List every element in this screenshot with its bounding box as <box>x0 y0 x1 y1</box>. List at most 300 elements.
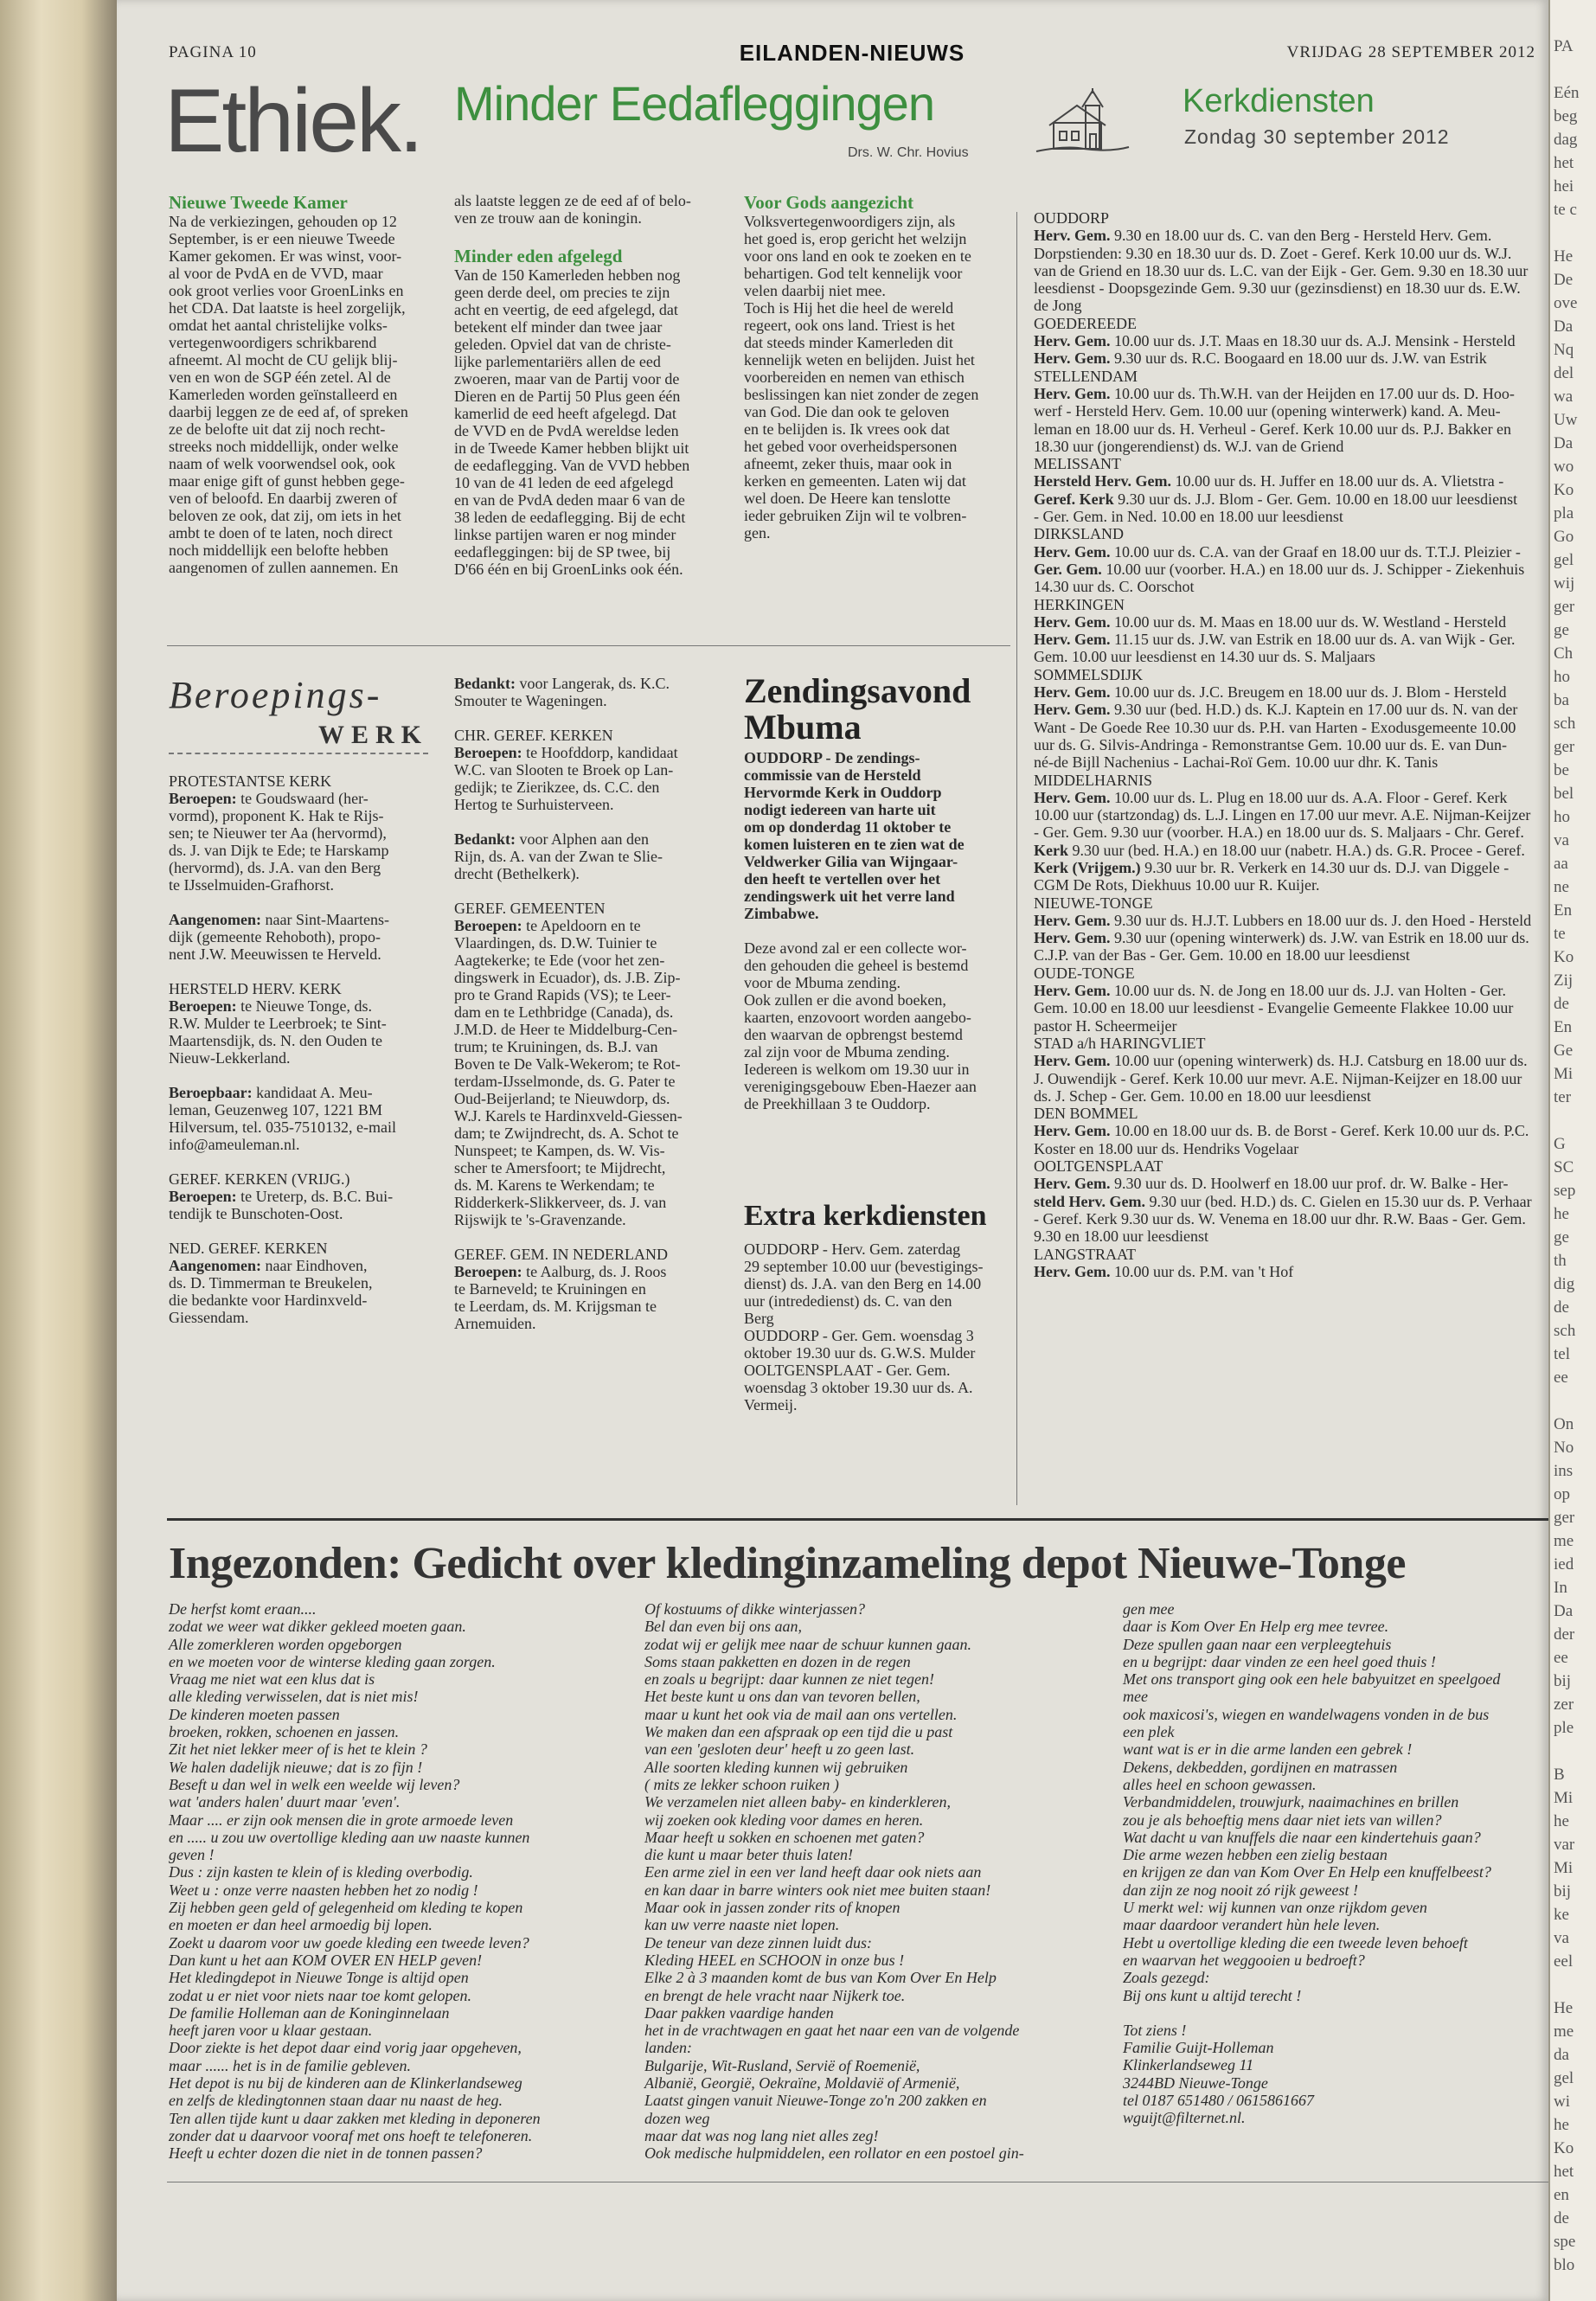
text-line: aangenomen of zullen aannemen. En <box>169 559 399 576</box>
next-page-fragment: De <box>1554 271 1574 289</box>
next-page-fragment: va <box>1554 831 1569 849</box>
next-page-fragment: het <box>1554 2163 1574 2181</box>
next-page-fragment: me <box>1554 2022 1574 2041</box>
text-line: Toch is Hij het die heel de wereld <box>744 299 954 317</box>
next-page-fragment: gel <box>1554 2069 1574 2087</box>
next-page-fragment: ke <box>1554 1906 1569 1924</box>
text-line: Aagtekerke; te Ede (voor het zen- <box>454 952 665 969</box>
label-beroepbaar: Beroepbaar: <box>169 1084 253 1101</box>
next-page-fragment: der <box>1554 1625 1575 1644</box>
label-beroepen: Beroepen: <box>454 917 522 934</box>
text-line: J. Ouwendijk - Geref. Kerk 10.00 uur mevr. A.E. Nijman-Keijzer en 18.00 uur <box>1034 1069 1522 1087</box>
next-page-fragment: ger <box>1554 1509 1575 1527</box>
text-line: ven en won de SGP één zetel. Al de <box>169 369 391 386</box>
text-line: uur (intrededienst) ds. C. van den <box>744 1292 952 1310</box>
text-line: vormd), proponent K. Hak te Rijs- <box>169 807 384 824</box>
text-line: als laatste leggen ze de eed af of belo- <box>454 192 691 209</box>
text-line <box>169 894 428 911</box>
text-line: Maartensdijk, ds. N. den Ouden te <box>169 1032 382 1049</box>
poem-line: Familie Guijt-Holleman <box>1123 2039 1274 2057</box>
text-line: Hertog te Surhuisterveen. <box>454 796 614 813</box>
poem-line <box>1123 2004 1548 2022</box>
text-line: né-de Bijll Nachenius - Lachai-Roï Gem. 10.00 uur dhr. K. Tanis <box>1034 753 1439 772</box>
text-line: Beroepen: te Hoofddorp, kandidaat <box>454 744 678 761</box>
text-line: kennelijk weten en belijden. Juist het <box>744 351 975 369</box>
text-line: van God. Die dan ook te geloven <box>744 403 950 420</box>
text-line: gen. <box>744 524 771 542</box>
text-line: 29 september 10.00 uur (bevestigings- <box>744 1258 984 1275</box>
kerkdiensten-list <box>1034 209 1548 1280</box>
text-line: daarbij leggen ze de eed af, of spreken <box>169 403 408 420</box>
poem-line: Een arme ziel in een ver land heeft daar ook niets aan <box>644 1863 982 1881</box>
church-name: Hersteld Herv. Gem. <box>1034 472 1171 490</box>
page-header <box>169 40 1535 69</box>
next-page-fragment: ge <box>1554 1228 1569 1247</box>
next-page-fragment: del <box>1554 364 1574 382</box>
extra-kerkdiensten-text <box>744 1240 1012 1413</box>
poem-line: U merkt wel: wij kunnen van onze rijkdom geven <box>1123 1899 1427 1917</box>
text-line: drecht (Bethelkerk). <box>454 865 580 882</box>
next-page-fragment: Ch <box>1554 644 1574 663</box>
subhead-minder-eden-afgelegd: Minder eden afgelegd <box>454 246 623 266</box>
poem-line: wat 'anders halen' duurt maar 'even'. <box>169 1793 401 1811</box>
poem-line: en kan daar in barre winters ook niet mee buiten staan! <box>644 1881 991 1899</box>
text-line: Herv. Gem. 10.00 uur ds. C.A. van der Graaf en 18.00 uur ds. T.T.J. Pleizier - <box>1034 542 1521 561</box>
text-line: Boven te De Valk-Wekerom; te Rot- <box>454 1055 681 1073</box>
text-line: ds. M. Karens te Werkendam; te <box>454 1176 655 1194</box>
text-line: die bedankte voor Hardinxveld- <box>169 1292 368 1309</box>
text-line: Zimbabwe. <box>744 905 819 922</box>
text-line <box>169 1067 428 1084</box>
text-line: HERSTELD HERV. KERK <box>169 980 342 997</box>
poem-line: Bel dan even bij ons aan, <box>644 1618 802 1636</box>
poem-line: Door ziekte is het depot daar eind vorig jaar opgeheven, <box>169 2039 522 2057</box>
next-page-fragment: en <box>1554 2186 1569 2204</box>
church-name: Herv. Gem. <box>1034 911 1111 929</box>
next-page-fragment: he <box>1554 1812 1569 1830</box>
newspaper-page <box>117 0 1548 2301</box>
next-page-fragment: beg <box>1554 107 1578 125</box>
church-name: steld Herv. Gem. <box>1034 1192 1145 1210</box>
poem-line: Daar pakken vaardige handen <box>644 2003 834 2022</box>
text-line: Aangenomen: naar Sint-Maartens- <box>169 911 389 928</box>
gedicht-column-3 <box>1123 1600 1548 2127</box>
next-page-fragment: He <box>1554 247 1574 266</box>
text-line: Smouter te Wageningen. <box>454 692 607 709</box>
poem-line: We halen dadelijk nieuwe; dat is zo fijn ! <box>169 1758 423 1776</box>
village-heading: DEN BOMMEL <box>1034 1105 1138 1123</box>
text-line: dienst) ds. J.A. van den Berg en 14.00 <box>744 1275 982 1292</box>
church-name: Herv. Gem. <box>1034 1262 1111 1280</box>
poem-line: Heeft u echter dozen die niet in de tonnen passen? <box>169 2144 483 2163</box>
label-beroepen: Beroepen: <box>454 744 522 761</box>
next-page-fragment: wa <box>1554 388 1574 406</box>
poem-line: Soms staan pakketten en dozen in de regen <box>644 1652 911 1670</box>
text-line: Nieuw-Lekkerland. <box>169 1049 291 1067</box>
village-heading: STELLENDAM <box>1034 367 1138 385</box>
next-page-fragment: G <box>1554 1135 1566 1153</box>
next-page-fragment: bij <box>1554 1882 1572 1900</box>
section-title-ethiek: Ethiek. <box>164 71 421 171</box>
poem-line: geven ! <box>169 1846 215 1864</box>
poem-line: Hebt u overtollige kleding die een tweede leven behoeft <box>1123 1933 1468 1952</box>
poem-line: Zit het niet lekker meer of is het te klein ? <box>169 1740 427 1759</box>
text-line: ambt te doen of te laten, noch direct <box>169 524 393 542</box>
text-line: nent J.W. Meeuwissen te Herveld. <box>169 945 381 963</box>
village-heading: DIRKSLAND <box>1034 525 1125 543</box>
poem-line: want wat is er in die arme landen een gebrek ! <box>1123 1740 1413 1759</box>
church-name: Ger. Gem. <box>1034 560 1102 578</box>
text-line: CHR. GEREF. KERKEN <box>454 727 613 744</box>
church-name: Herv. Gem. <box>1034 332 1111 350</box>
next-page-fragment: sch <box>1554 715 1576 733</box>
poem-line: ( mits ze lekker schoon ruiken ) <box>644 1775 839 1793</box>
poem-line: en waarvan het weggooien u bedroeft? <box>1123 1951 1365 1969</box>
village-heading: GOEDEREEDE <box>1034 314 1137 332</box>
text-line: 9.30 en 18.00 uur leesdienst <box>1034 1227 1208 1246</box>
extra-kerkdiensten-title: Extra kerkdiensten <box>744 1200 987 1232</box>
next-page-fragment: Da <box>1554 434 1574 452</box>
next-page-fragment: hei <box>1554 177 1574 195</box>
church-name: Herv. Gem. <box>1034 701 1111 719</box>
text-line: Kerk (Vrijgem.) 9.30 uur br. R. Verkerk en 14.30 uur ds. D.J. van Diggele - <box>1034 858 1509 876</box>
next-page-fragment: Go <box>1554 528 1574 546</box>
next-page-fragment: wi <box>1554 2093 1570 2111</box>
text-line: regeert, ook ons land. Triest is het <box>744 317 955 334</box>
next-page-fragment: SC <box>1554 1158 1574 1176</box>
church-name: Herv. Gem. <box>1034 349 1111 368</box>
text-line: linkse partijen waren er nog minder <box>454 526 676 543</box>
next-page-fragment: ins <box>1554 1462 1574 1480</box>
next-page-fragment: In <box>1554 1579 1567 1597</box>
text-line: tendijk te Bunschoten-Oost. <box>169 1205 343 1222</box>
text-line: Herv. Gem. 10.00 uur ds. Th.W.H. van der Heijden en 17.00 uur ds. D. Hoo- <box>1034 384 1515 402</box>
poem-line: Maar ook in jassen zonder rits of knopen <box>644 1899 901 1917</box>
next-page-fragment: sch <box>1554 1322 1576 1340</box>
text-line: sen; te Nieuwer ter Aa (hervormd), <box>169 824 387 842</box>
beroepingswerk-subtitle: WERK <box>317 721 428 749</box>
text-line: D'66 één en bij GroenLinks ook één. <box>454 561 683 578</box>
poem-line: Ten allen tijde kunt u daar zakken met kleding in deponeren <box>169 2109 541 2127</box>
next-page-fragment: wo <box>1554 458 1574 476</box>
next-page-fragment: ple <box>1554 1719 1574 1737</box>
poem-line: zodat we weer wat dikker gekleed moeten gaan. <box>169 1618 466 1636</box>
next-page-fragment: B <box>1554 1766 1565 1784</box>
text-line: het gebed voor overheidspersonen <box>744 438 958 455</box>
label-aangenomen: Aangenomen: <box>169 1257 261 1274</box>
text-line: in de Tweede Kamer hebben blijkt uit <box>454 439 689 457</box>
next-page-fragment: Ko <box>1554 481 1574 499</box>
church-name: Herv. Gem. <box>1034 384 1111 402</box>
text-line: voor de Mbuma zending. <box>744 974 901 991</box>
poem-line: Dan kunt u het aan KOM OVER EN HELP geven! <box>169 1951 483 1969</box>
poem-line: Zoekt u daarom voor uw goede kleding een tweede leven? <box>169 1933 529 1952</box>
next-page-fragment: bel <box>1554 785 1574 803</box>
text-line: en van de PvdA deden maar 6 van de <box>454 491 685 509</box>
next-page-edge <box>1548 0 1596 2301</box>
text-line: en te belijden is. Ik vrees ook dat <box>744 420 950 438</box>
text-line: om op donderdag 11 oktober te <box>744 818 952 836</box>
text-line: Gem. 10.00 uur leesdienst en 14.30 uur ds. S. Maljaars <box>1034 648 1375 666</box>
kerkdiensten-title: Kerkdiensten <box>1183 83 1375 119</box>
beroepingswerk-dashes <box>169 753 428 754</box>
next-page-fragment: On <box>1554 1415 1574 1433</box>
text-line <box>169 1153 428 1170</box>
text-line: Geref. Kerk 9.30 uur ds. J.J. Blom - Ger. Gem. 10.00 en 18.00 uur leesdienst <box>1034 490 1518 508</box>
poem-line: De kinderen moeten passen <box>169 1705 340 1723</box>
next-page-fragment: ied <box>1554 1555 1574 1574</box>
text-line: Want - De Goede Ree 10.30 uur ds. P.H. van Harten - Exodusgemeente 10.00 <box>1034 718 1516 736</box>
text-line: - Ger. Gem. 9.30 uur (voorber. H.A.) en 18.00 uur ds. S. Maljaars - Chr. Geref. <box>1034 824 1524 842</box>
book-binding <box>0 0 117 2301</box>
text-line: verenigingsgebouw Eben-Haezer aan <box>744 1078 977 1095</box>
ethiek-column-1-text <box>169 213 428 576</box>
text-line: Herv. Gem. 10.00 uur ds. P.M. van 't Hof <box>1034 1262 1294 1280</box>
text-line: steld Herv. Gem. 9.30 uur (bed. H.D.) ds. C. Gielen en 15.30 uur ds. P. Verhaar <box>1034 1192 1532 1210</box>
text-line: Herv. Gem. 10.00 uur ds. L. Plug en 18.00 uur ds. A.A. Floor - Geref. Kerk <box>1034 788 1508 806</box>
poem-line: Weet u : onze verre naasten hebben het zo nodig ! <box>169 1881 478 1899</box>
text-line: betekent elf minder dan twee jaar <box>454 318 663 336</box>
text-line: Herv. Gem. 10.00 uur ds. J.T. Maas en 18.30 uur ds. A.J. Mensink - Hersteld <box>1034 332 1516 350</box>
next-page-fragment: ee <box>1554 1368 1568 1387</box>
text-line: vertegenwoordigers schrikbarend <box>169 334 377 351</box>
text-line: (hervormd), ds. J.A. van den Berg <box>169 859 381 876</box>
church-name: Herv. Gem. <box>1034 929 1111 947</box>
text-line: dam; te Zwijndrecht, ds. A. Schot te <box>454 1125 679 1142</box>
text-line: scher te Amersfoort; te Mijdrecht, <box>454 1159 666 1176</box>
text-line: info@ameuleman.nl. <box>169 1136 300 1153</box>
next-page-fragment: he <box>1554 1205 1569 1223</box>
text-line <box>454 813 714 830</box>
text-line: de eedaflegging. Van de VVD hebben <box>454 457 690 474</box>
text-line: Herv. Gem. 9.30 en 18.00 uur ds. C. van den Berg - Hersteld Herv. Gem. <box>1034 227 1492 245</box>
next-page-fragment: En <box>1554 1018 1573 1036</box>
next-page-fragment: Eén <box>1554 84 1580 102</box>
ethiek-column-2 <box>454 192 714 578</box>
text-line: Kerk 9.30 uur (bed. H.A.) en 18.00 uur (nabetr. H.A.) ds. G.R. Procee - Geref. <box>1034 841 1525 859</box>
text-line: Ook zullen er die avond boeken, <box>744 991 946 1009</box>
text-line: maar enige gift of gunst hebben gege- <box>169 472 405 490</box>
text-line: Veldwerker Gilia van Wijngaar- <box>744 853 958 870</box>
ethiek-column-1 <box>169 192 428 576</box>
text-line: acht en veertig, de eed afgelegd, dat <box>454 301 678 318</box>
text-line: ven ze trouw aan de koningin. <box>454 209 642 227</box>
next-page-fragment: de <box>1554 995 1569 1013</box>
church-name: Herv. Gem. <box>1034 227 1111 245</box>
poem-line: tel 0187 651480 / 0615861667 <box>1123 2092 1314 2110</box>
text-line: het goed is, erop gericht het welzijn <box>744 230 967 247</box>
text-line: dijk (gemeente Rehoboth), propo- <box>169 928 381 945</box>
poem-line: Kleding HEEL en SCHOON in onze bus ! <box>644 1951 905 1969</box>
text-line: streeks noch middellijk, onder welke <box>169 438 399 455</box>
poem-line: Laatst gingen vanuit Nieuwe-Tonge zo'n 200 zakken en <box>644 2092 987 2110</box>
text-line: 18.30 uur (jongerendienst) ds. W.J. van de Griend <box>1034 437 1344 455</box>
text-line: leman, Geuzenweg 107, 1221 BM <box>169 1101 382 1118</box>
poem-line: Het beste kunt u ons dan van tevoren bellen, <box>644 1688 920 1706</box>
text-line: commissie van de Hersteld <box>744 766 921 784</box>
text-line: Bedankt: voor Alphen aan den <box>454 830 649 848</box>
gedicht-column-2 <box>644 1600 1103 2163</box>
text-line: dingswerk in Ecuador), ds. J.B. Zip- <box>454 969 681 986</box>
text-line: den waarvan de opbrengst bestemd <box>744 1026 963 1043</box>
divider-ethiek <box>167 645 1010 646</box>
poem-line: Het depot is nu bij de kinderen aan de Klinkerlandseweg <box>169 2074 522 2093</box>
text-line: geen derde deel, om precies te zijn <box>454 284 670 301</box>
text-line: wel doen. De Heere kan tenslotte <box>744 490 951 507</box>
text-line: Rijn, ds. A. van der Zwan te Slie- <box>454 848 663 865</box>
text-line: Herv. Gem. 10.00 uur ds. N. de Jong en 18.00 uur ds. J.J. van Holten - Ger. <box>1034 982 1506 1000</box>
church-name: Herv. Gem. <box>1034 1122 1111 1140</box>
poem-line: kan uw verre naaste niet lopen. <box>644 1916 840 1934</box>
next-page-fragment: me <box>1554 1532 1574 1550</box>
poem-line: Het kledingdepot in Nieuwe Tonge is altijd open <box>169 1969 469 1987</box>
poem-line: mee <box>1123 1688 1148 1706</box>
poem-line: en zoals u begrijpt: daar kunnen ze niet tegen! <box>644 1670 934 1689</box>
text-line: Beroepbaar: kandidaat A. Meu- <box>169 1084 373 1101</box>
text-line: Deze avond zal er een collecte wor- <box>744 939 967 957</box>
poem-line: Alle soorten kleding kunnen wij gebruiken <box>644 1758 908 1776</box>
text-line: Herv. Gem. 9.30 uur (bed. H.D.) ds. K.J. Kaptein en 17.00 uur ds. N. van der <box>1034 701 1518 719</box>
next-page-fragment: ee <box>1554 1649 1568 1667</box>
text-line: R.W. Mulder te Leerbroek; te Sint- <box>169 1015 387 1032</box>
next-page-fragment: eel <box>1554 1952 1574 1971</box>
label-beroepen: Beroepen: <box>169 997 237 1015</box>
column-rule <box>1016 212 1017 1505</box>
label-aangenomen: Aangenomen: <box>169 911 261 928</box>
poem-line: en brengt de hele vracht naar Nijkerk toe. <box>644 1986 906 2004</box>
church-name: Herv. Gem. <box>1034 542 1111 561</box>
text-line: Kamerleden worden geïnstalleerd en <box>169 386 398 403</box>
poem-line: heeft jaren voor u klaar gestaan. <box>169 2022 373 2040</box>
poem-line: die kunt u maar beter thuis laten! <box>644 1846 853 1864</box>
article-author: Drs. W. Chr. Hovius <box>848 145 969 160</box>
text-line: Oud-Beijerland; te Nieuwdorp, ds. <box>454 1090 670 1107</box>
poem-line: maar daardoor verandert hùn hele leven. <box>1123 1916 1381 1934</box>
next-page-fragment: op <box>1554 1485 1570 1503</box>
next-page-fragment: PA <box>1554 37 1574 55</box>
text-line <box>454 709 714 727</box>
text-line: den gehouden die geheel is bestemd <box>744 957 969 974</box>
text-line: Beroepen: te Goudswaard (her- <box>169 790 369 807</box>
text-line: NED. GEREF. KERKEN <box>169 1240 328 1257</box>
text-line: Hersteld Herv. Gem. 10.00 uur ds. H. Juffer en 18.00 uur ds. A. Vlietstra - <box>1034 472 1504 490</box>
poem-line: De herfst komt eraan.... <box>169 1600 317 1618</box>
poem-line: Zoals gezegd: <box>1123 1969 1210 1987</box>
text-line: Volksvertegenwoordigers zijn, als <box>744 213 956 230</box>
zendingsavond-lead <box>744 749 1012 922</box>
text-line: al voor de PvdA en de VVD, maar <box>169 265 383 282</box>
poem-line: van een 'gesloten deur' heeft u zo geen last. <box>644 1740 915 1759</box>
text-line: eedafleggingen: bij de SP twee, bij <box>454 543 671 561</box>
poem-line: Alle zomerkleren worden opgeborgen <box>169 1635 402 1653</box>
text-line: terdam-IJsselmonde, ds. G. Pater te <box>454 1073 676 1090</box>
article-title-minder-eedafleggingen: Minder Eedafleggingen <box>454 76 934 131</box>
zendingsavond-text <box>744 939 1012 1112</box>
poem-line: maar ...... het is in de familie gebleven. <box>169 2056 411 2074</box>
text-line: OUDDORP - De zendings- <box>744 749 920 766</box>
text-line: Herv. Gem. 9.30 uur (opening winterwerk) ds. J.W. van Estrik en 18.00 uur ds. <box>1034 929 1529 947</box>
text-line: gedijk; te Zierikzee, ds. C.C. den <box>454 779 660 796</box>
poem-line: Elke 2 à 3 maanden komt de bus van Kom Over En Help <box>644 1969 997 1987</box>
text-line: Beroepen: te Ureterp, ds. B.C. Bui- <box>169 1188 394 1205</box>
next-page-fragment: No <box>1554 1439 1574 1457</box>
text-line: ds. J. Schep - Ger. Gem. 10.00 en 18.00 uur leesdienst <box>1034 1086 1371 1105</box>
label-bedankt: Bedankt: <box>454 830 516 848</box>
text-line: Aangenomen: naar Eindhoven, <box>169 1257 368 1274</box>
text-line: Herv. Gem. 10.00 en 18.00 uur ds. B. de Borst - Geref. Kerk 10.00 uur ds. P.C. <box>1034 1122 1529 1140</box>
subhead-nieuwe-tweede-kamer: Nieuwe Tweede Kamer <box>169 192 348 213</box>
text-line: GEREF. GEMEENTEN <box>454 900 606 917</box>
text-line: Hilversum, tel. 035-7510132, e-mail <box>169 1118 396 1136</box>
text-line: 10.00 uur (startzondag) ds. L.J. Lingen en 17.00 uur mevr. A.E. Nijman-Keijzer <box>1034 806 1531 824</box>
text-line: den heeft te vertellen over het <box>744 870 941 888</box>
text-line: te Leerdam, ds. M. Krijgsman te <box>454 1298 657 1315</box>
next-page-fragment: spe <box>1554 2233 1576 2251</box>
text-line: pro te Grand Rapids (VS); te Leer- <box>454 986 671 1003</box>
kerkdiensten-date: Zondag 30 september 2012 <box>1184 125 1450 148</box>
poem-line: wij zoeken ook kleding voor dames en heren. <box>644 1811 924 1829</box>
poem-line: Verbandmiddelen, trouwjurk, naaimachines en brillen <box>1123 1793 1459 1811</box>
poem-line: Bulgarije, Wit-Rusland, Servië of Roemenië, <box>644 2056 920 2074</box>
next-page-fragment: Mi <box>1554 1789 1574 1807</box>
page-number: PAGINA 10 <box>169 43 257 61</box>
text-line: geleden. Opviel dat van de christe- <box>454 336 671 353</box>
text-line: ds. J. van Dijk te Ede; te Harskamp <box>169 842 389 859</box>
poem-line: Albanië, Georgië, Oekraïne, Moldavië of Armenië, <box>644 2074 960 2093</box>
poem-line: Ook medische hulpmiddelen, een rollator en een postoel gin- <box>644 2144 1024 2163</box>
village-heading: OUDE-TONGE <box>1034 964 1135 982</box>
label-beroepen: Beroepen: <box>169 790 237 807</box>
poem-line: Bij ons kunt u altijd terecht ! <box>1123 1986 1302 2004</box>
text-line: GEREF. KERKEN (VRIJG.) <box>169 1170 350 1188</box>
text-line: trum; te Kruiningen, ds. B.J. van <box>454 1038 658 1055</box>
next-page-fragment: Mi <box>1554 1065 1574 1083</box>
text-line: Herv. Gem. 11.15 uur ds. J.W. van Estrik en 18.00 uur ds. A. van Wijk - Ger. <box>1034 631 1516 649</box>
text-line: Herv. Gem. 9.30 uur ds. D. Hoolwerf en 18.00 uur prof. dr. W. Balke - Her- <box>1034 1175 1509 1193</box>
text-line: zal zijn voor de Mbuma zending. <box>744 1043 950 1061</box>
next-page-fragment: te c <box>1554 201 1577 219</box>
next-page-fragment: Mi <box>1554 1859 1574 1877</box>
text-line: te Barneveld; te Kruiningen en <box>454 1280 646 1298</box>
text-line: het CDA. Dat laatste is heel zorgelijk, <box>169 299 406 317</box>
next-page-fragment: ter <box>1554 1088 1572 1106</box>
church-name: Herv. Gem. <box>1034 612 1111 631</box>
beroepingswerk-title: Beroepings- <box>169 674 382 716</box>
text-line: Hervormde Kerk in Ouddorp <box>744 784 942 801</box>
village-heading: OUDDORP <box>1034 209 1110 227</box>
text-line: ds. D. Timmerman te Breukelen, <box>169 1274 373 1292</box>
village-heading: MELISSANT <box>1034 455 1122 473</box>
next-page-fragment: ger <box>1554 598 1575 616</box>
poem-line: landen: <box>644 2039 692 2057</box>
poem-line: We maken dan een afspraak op een tijd die u past <box>644 1723 953 1741</box>
text-line: kerken en gemeenten. Laten wij dat <box>744 472 966 490</box>
next-page-fragment: He <box>1554 1999 1574 2017</box>
text-line: Herv. Gem. 9.30 uur ds. R.C. Boogaard en 18.00 uur ds. J.W. van Estrik <box>1034 349 1487 368</box>
next-page-fragment: Ko <box>1554 2139 1574 2157</box>
gedicht-title: Ingezonden: Gedicht over kledinginzameling depot Nieuwe-Tonge <box>169 1539 1406 1588</box>
text-line: Van de 150 Kamerleden hebben nog <box>454 266 681 284</box>
text-line: afneemt, zeker thuis, maar ook in <box>744 455 952 472</box>
next-page-fragment: ge <box>1554 621 1569 639</box>
text-line: dam en te Lethbridge (Canada), ds. <box>454 1003 674 1021</box>
poem-line: Beseft u dan wel in welk een weelde wij leven? <box>169 1775 460 1793</box>
church-name: Herv. Gem. <box>1034 788 1111 806</box>
text-line: kaarten, enzovoort worden aangebo- <box>744 1009 971 1026</box>
text-line <box>454 882 714 900</box>
text-line: werf - Hersteld Herv. Gem. 10.00 uur (opening winterwerk) kand. A. Meu- <box>1034 402 1501 420</box>
text-line: STAD a/h HARINGVLIET <box>1034 1034 1206 1052</box>
